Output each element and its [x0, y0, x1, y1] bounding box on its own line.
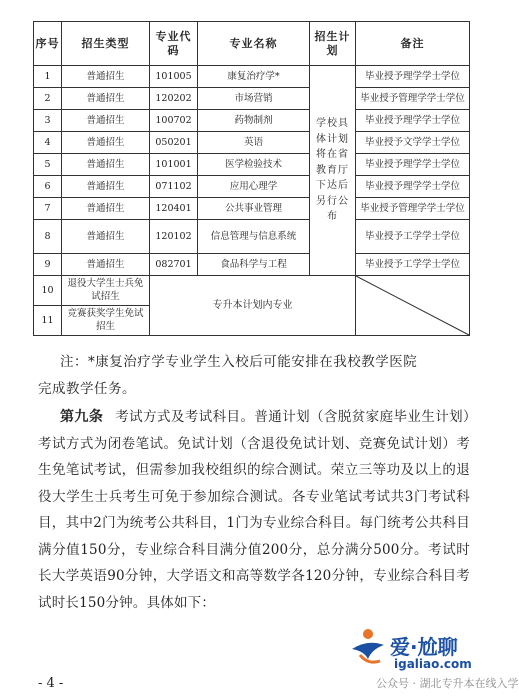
cell-serial: 6	[34, 176, 62, 198]
cell-code: 101005	[150, 66, 198, 88]
header-type: 招生类型	[62, 22, 150, 66]
cell-diagonal-empty	[356, 276, 470, 336]
watermark-source: 公众号 · 湖北专升本在线入学	[376, 677, 519, 690]
cell-type: 普通招生	[62, 132, 150, 154]
footnote-line-1: 注：*康复治疗学专业学生入校后可能安排在我校教学医院	[60, 354, 418, 370]
table-row	[34, 276, 470, 306]
article-body: 考试方式及考试科目。普通计划（含脱贫家庭毕业生计划）考试方式为闭卷笔试。免试计划（含退役免试计划、竞赛免试计划）考生免笔试考试，但需参加我校组织的综合测试。荣立三等功及以上的退役大学生士兵考生可免于参加综合测试。各专业笔试考试共3门考试科目，其中2门为统考公共科目，1门为专业综合科目。每门统考公共科目满分值150分，专业综合科目满分值200分，总分满分500分。考试时长大学英语90分钟，大学语文和高等数学各120分钟，专业综合科目考试时长150分钟。具体如下：	[38, 409, 471, 611]
cell-type: 普通招生	[62, 254, 150, 276]
cell-name: 药物制剂	[198, 110, 310, 132]
cell-note: 毕业授予工学学士学位	[356, 220, 470, 254]
cell-code: 071102	[150, 176, 198, 198]
cell-note: 毕业授予理学学士学位	[356, 154, 470, 176]
diagonal-line	[356, 276, 469, 335]
cell-serial: 7	[34, 198, 62, 220]
cell-plan-merged: 学校具体计划将在省教育厅下达后另行公布	[310, 66, 356, 276]
cell-note: 毕业授予管理学学士学位	[356, 88, 470, 110]
watermark	[312, 619, 519, 690]
cell-name: 市场营销	[198, 88, 310, 110]
table-row	[34, 254, 470, 276]
table-row	[34, 132, 470, 154]
cell-name: 应用心理学	[198, 176, 310, 198]
cell-name: 康复治疗学*	[198, 66, 310, 88]
cell-serial: 5	[34, 154, 62, 176]
table-header-row	[34, 22, 470, 66]
cell-code: 050201	[150, 132, 198, 154]
cell-note: 毕业授予管理学学士学位	[356, 198, 470, 220]
cell-type: 普通招生	[62, 220, 150, 254]
cell-type: 普通招生	[62, 198, 150, 220]
cell-name: 食品科学与工程	[198, 254, 310, 276]
cell-name: 英语	[198, 132, 310, 154]
cell-code: 120102	[150, 220, 198, 254]
cell-code: 120202	[150, 88, 198, 110]
footnote-line-2: 完成教学任务。	[38, 381, 136, 397]
cell-note: 毕业授予工学学士学位	[356, 254, 470, 276]
cell-code: 101001	[150, 154, 198, 176]
cell-note: 毕业授予理学学士学位	[356, 66, 470, 88]
table-row	[34, 176, 470, 198]
cell-note: 毕业授予理学学士学位	[356, 176, 470, 198]
cell-type: 退役大学生士兵免试招生	[62, 276, 150, 306]
cell-code: 082701	[150, 254, 198, 276]
table-row	[34, 88, 470, 110]
cell-code: 120401	[150, 198, 198, 220]
article-heading: 第九条	[60, 409, 104, 425]
watermark-logo-icon	[346, 625, 390, 669]
table-row	[34, 110, 470, 132]
header-name: 专业名称	[198, 22, 310, 66]
cell-name: 信息管理与信息系统	[198, 220, 310, 254]
cell-serial: 8	[34, 220, 62, 254]
header-serial: 序号	[34, 22, 62, 66]
table-row	[34, 198, 470, 220]
cell-code: 100702	[150, 110, 198, 132]
cell-serial: 10	[34, 276, 62, 306]
table-row	[34, 154, 470, 176]
table-row	[34, 66, 470, 88]
watermark-brand: 爱·尬聊	[390, 635, 458, 659]
table-row	[34, 220, 470, 254]
major-table	[33, 21, 470, 336]
cell-type: 普通招生	[62, 154, 150, 176]
cell-note: 毕业授予文学学士学位	[356, 132, 470, 154]
cell-type: 竞赛获奖学生免试招生	[62, 306, 150, 336]
header-plan: 招生计划	[310, 22, 356, 66]
page-number: - 4 -	[38, 676, 64, 691]
header-code: 专业代码	[150, 22, 198, 66]
cell-type: 普通招生	[62, 66, 150, 88]
cell-type: 普通招生	[62, 176, 150, 198]
cell-serial: 11	[34, 306, 62, 336]
cell-name: 医学检验技术	[198, 154, 310, 176]
cell-serial: 9	[34, 254, 62, 276]
table-footnote	[38, 349, 480, 403]
cell-note: 毕业授予理学学士学位	[356, 110, 470, 132]
cell-special-name: 专升本计划内专业	[150, 276, 356, 336]
cell-serial: 2	[34, 88, 62, 110]
cell-serial: 4	[34, 132, 62, 154]
watermark-domain: igaliao.com	[394, 657, 472, 671]
cell-type: 普通招生	[62, 88, 150, 110]
cell-serial: 1	[34, 66, 62, 88]
cell-serial: 3	[34, 110, 62, 132]
cell-name: 公共事业管理	[198, 198, 310, 220]
header-note: 备注	[356, 22, 470, 66]
article-paragraph	[38, 404, 470, 616]
cell-type: 普通招生	[62, 110, 150, 132]
